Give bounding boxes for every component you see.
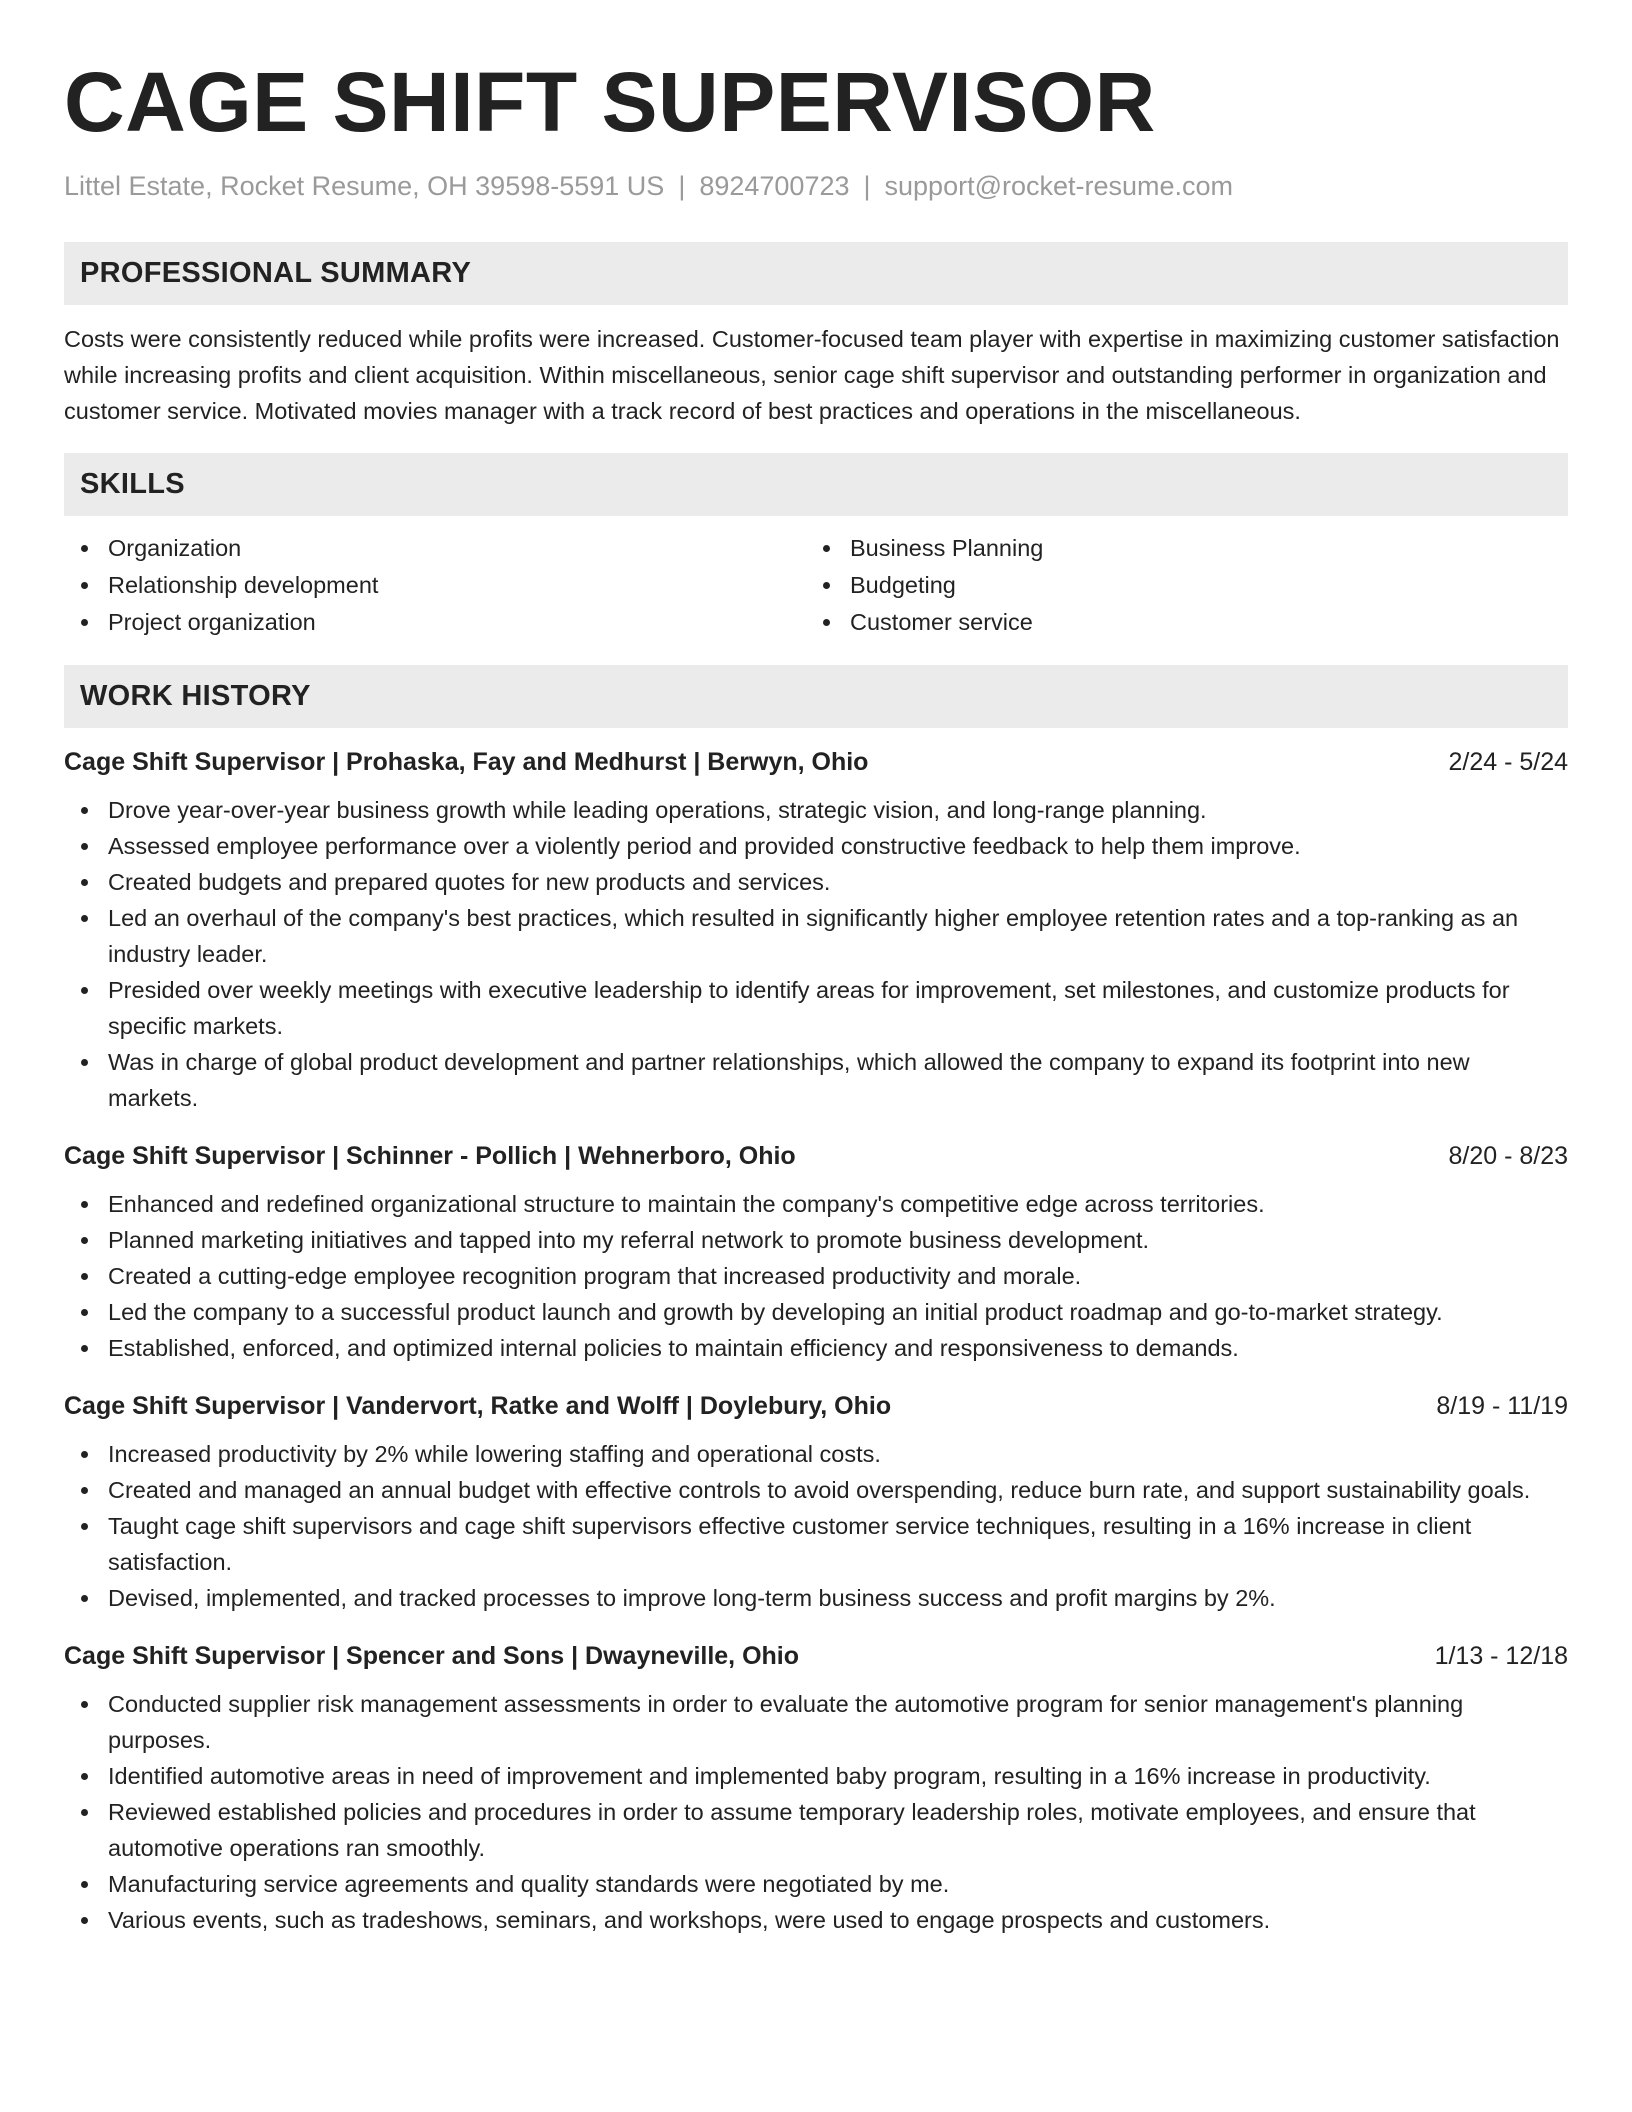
job-title: Cage Shift Supervisor | Prohaska, Fay and Medhurst | Berwyn, Ohio: [64, 748, 869, 776]
job-entry: [64, 1388, 1568, 1616]
work-history-heading: WORK HISTORY: [64, 665, 1568, 728]
job-bullets: [64, 1436, 1568, 1616]
job-bullet: Reviewed established policies and procedures in order to assume temporary leadership roles, motivate employees, and ensure that automotive operations ran smoothly.: [64, 1794, 1568, 1866]
contact-email: support@rocket-resume.com: [884, 171, 1234, 201]
skill-item: Business Planning: [806, 530, 1548, 567]
job-entry: [64, 1638, 1568, 1938]
job-entry: [64, 1138, 1568, 1366]
skill-item: Budgeting: [806, 567, 1548, 604]
contact-line: [64, 168, 1568, 204]
job-bullet: Various events, such as tradeshows, seminars, and workshops, were used to engage prospects and customers.: [64, 1902, 1568, 1938]
job-bullet: Assessed employee performance over a violently period and provided constructive feedback to help them improve.: [64, 828, 1568, 864]
job-header: [64, 1638, 1568, 1674]
skill-item: Project organization: [64, 604, 806, 641]
job-bullet: Conducted supplier risk management assessments in order to evaluate the automotive program for senior management's planning purposes.: [64, 1686, 1568, 1758]
skills-column-right: [806, 530, 1548, 641]
job-bullet: Established, enforced, and optimized internal policies to maintain efficiency and responsiveness to demands.: [64, 1330, 1568, 1366]
job-bullet: Presided over weekly meetings with executive leadership to identify areas for improvement, set milestones, and customize products for specific markets.: [64, 972, 1568, 1044]
job-bullet: Enhanced and redefined organizational structure to maintain the company's competitive edge across territories.: [64, 1186, 1568, 1222]
job-bullet: Planned marketing initiatives and tapped into my referral network to promote business development.: [64, 1222, 1568, 1258]
job-bullet: Identified automotive areas in need of improvement and implemented baby program, resulting in a 16% increase in productivity.: [64, 1758, 1568, 1794]
contact-phone: 8924700723: [699, 171, 850, 201]
contact-separator: |: [863, 171, 871, 201]
job-dates: 1/13 - 12/18: [1434, 1642, 1568, 1670]
skills-list: [64, 530, 1568, 641]
job-dates: 2/24 - 5/24: [1448, 748, 1568, 776]
job-bullet: Created budgets and prepared quotes for new products and services.: [64, 864, 1568, 900]
job-bullet: Manufacturing service agreements and quality standards were negotiated by me.: [64, 1866, 1568, 1902]
job-bullet: Was in charge of global product development and partner relationships, which allowed the company to expand its footprint into new markets.: [64, 1044, 1568, 1116]
skill-item: Relationship development: [64, 567, 806, 604]
skill-item: Customer service: [806, 604, 1548, 641]
job-title: Cage Shift Supervisor | Schinner - Pollich | Wehnerboro, Ohio: [64, 1142, 796, 1170]
job-bullets: [64, 1686, 1568, 1938]
skill-item: Organization: [64, 530, 806, 567]
job-entry: [64, 744, 1568, 1116]
job-title: Cage Shift Supervisor | Spencer and Sons | Dwayneville, Ohio: [64, 1642, 800, 1670]
job-header: [64, 1388, 1568, 1424]
job-bullet: Led the company to a successful product launch and growth by developing an initial product roadmap and go-to-market strategy.: [64, 1294, 1568, 1330]
skills-column-left: [64, 530, 806, 641]
job-dates: 8/20 - 8/23: [1448, 1142, 1568, 1170]
job-bullet: Increased productivity by 2% while lowering staffing and operational costs.: [64, 1436, 1568, 1472]
resume-page: [64, 52, 1568, 1938]
job-bullets: [64, 792, 1568, 1116]
contact-address: Littel Estate, Rocket Resume, OH 39598-5591 US: [64, 171, 665, 201]
resume-name: CAGE SHIFT SUPERVISOR: [64, 55, 1156, 149]
job-dates: 8/19 - 11/19: [1436, 1392, 1568, 1420]
job-bullet: Taught cage shift supervisors and cage shift supervisors effective customer service techniques, resulting in a 16% increase in client satisfaction.: [64, 1508, 1568, 1580]
job-bullet: Led an overhaul of the company's best practices, which resulted in significantly higher employee retention rates and a top-ranking as an industry leader.: [64, 900, 1568, 972]
job-header: [64, 744, 1568, 780]
job-bullet: Drove year-over-year business growth while leading operations, strategic vision, and long-range planning.: [64, 792, 1568, 828]
job-title: Cage Shift Supervisor | Vandervort, Ratke and Wolff | Doylebury, Ohio: [64, 1392, 892, 1420]
job-bullet: Created and managed an annual budget with effective controls to avoid overspending, reduce burn rate, and support sustainability goals.: [64, 1472, 1568, 1508]
job-bullet: Devised, implemented, and tracked processes to improve long-term business success and profit margins by 2%.: [64, 1580, 1568, 1616]
contact-separator: |: [678, 171, 686, 201]
job-bullet: Created a cutting-edge employee recognition program that increased productivity and morale.: [64, 1258, 1568, 1294]
skills-heading: SKILLS: [64, 453, 1568, 516]
summary-text: Costs were consistently reduced while profits were increased. Customer-focused team player with expertise in maximizing customer satisfaction while increasing profits and client acquisition. Within miscellaneous, senior cage shift supervisor and outstanding performer in organization and customer service. Motivated movies manager with a track record of best practices and operations in the miscellaneous.: [64, 326, 1560, 424]
job-bullets: [64, 1186, 1568, 1366]
job-header: [64, 1138, 1568, 1174]
summary-heading: PROFESSIONAL SUMMARY: [64, 242, 1568, 305]
